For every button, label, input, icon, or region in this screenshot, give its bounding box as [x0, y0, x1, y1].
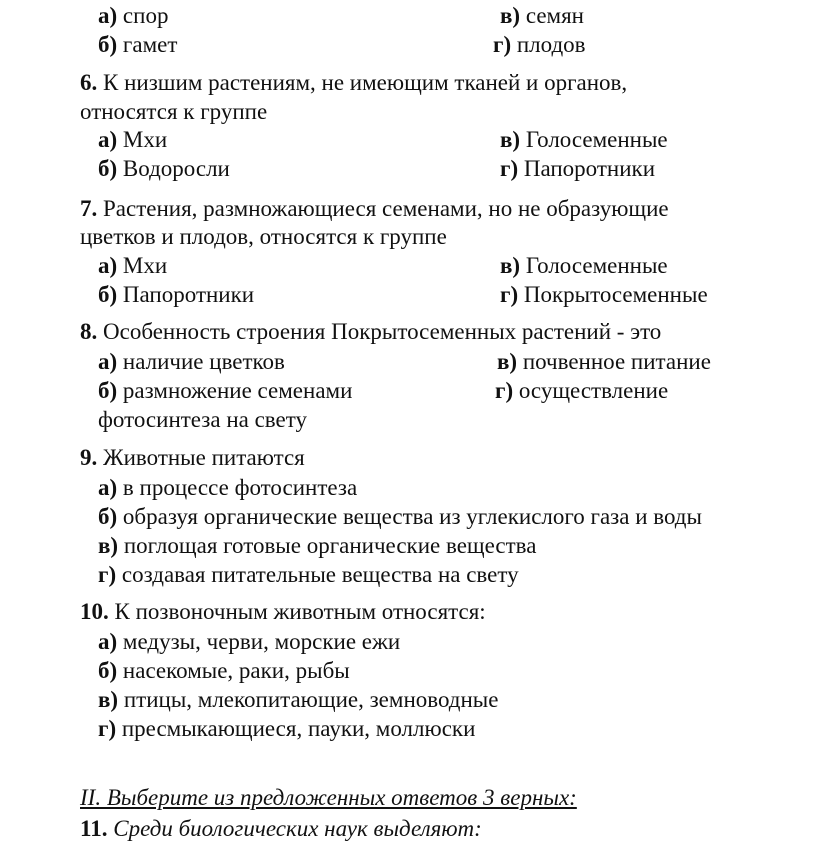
q7-question-cont: цветков и плодов, относятся к группе	[80, 224, 447, 249]
q6-option-b: б) Водоросли	[98, 156, 230, 181]
q5-option-b: б) гамет	[98, 32, 178, 57]
q7-option-b: б) Папоротники	[98, 282, 255, 307]
q10-option-v: в) птицы, млекопитающие, земноводные	[98, 687, 499, 712]
q11-question: 11. Среди биологических наук выделяют:	[80, 816, 482, 841]
q7-question: 7. Растения, размножающиеся семенами, но не образующие	[80, 196, 669, 221]
q6-question: 6. К низшим растениям, не имеющим тканей и органов,	[80, 70, 628, 95]
q7-option-v: в) Голосеменные	[500, 253, 668, 278]
q9-option-a: а) в процессе фотосинтеза	[98, 475, 358, 500]
q8-option-a: а) наличие цветков	[98, 349, 285, 374]
q10-option-a: а) медузы, черви, морские ежи	[98, 629, 401, 654]
q6-question-cont: относятся к группе	[80, 99, 268, 124]
q8-option-g-cont: фотосинтеза на свету	[98, 407, 307, 432]
q6-option-g: г) Папоротники	[500, 156, 656, 181]
q10-option-b: б) насекомые, раки, рыбы	[98, 658, 350, 683]
q10-option-g: г) пресмыкающиеся, пауки, моллюски	[98, 716, 476, 741]
q6-option-a: а) Мхи	[98, 127, 168, 152]
q9-option-g: г) создавая питательные вещества на свету	[98, 562, 519, 587]
q5-option-g: г) плодов	[493, 32, 586, 57]
q5-option-a: а) спор	[98, 3, 169, 28]
q9-question: 9. Животные питаются	[80, 445, 305, 470]
q8-option-b: б) размножение семенами	[98, 378, 353, 403]
q5-option-v: в) семян	[500, 3, 584, 28]
q8-option-g: г) осуществление	[495, 378, 669, 403]
q7-option-g: г) Покрытосеменные	[500, 282, 708, 307]
q9-option-b: б) образуя органические вещества из углекислого газа и воды	[98, 504, 702, 529]
q9-option-v: в) поглощая готовые органические вещества	[98, 533, 537, 558]
q6-option-v: в) Голосеменные	[500, 127, 668, 152]
q8-option-v: в) почвенное питание	[497, 349, 711, 374]
q10-question: 10. К позвоночным животным относятся:	[80, 599, 486, 624]
q7-option-a: а) Мхи	[98, 253, 168, 278]
section-2-heading: II. Выберите из предложенных ответов 3 верных:	[80, 785, 577, 810]
q8-question: 8. Особенность строения Покрытосеменных растений - это	[80, 319, 662, 344]
